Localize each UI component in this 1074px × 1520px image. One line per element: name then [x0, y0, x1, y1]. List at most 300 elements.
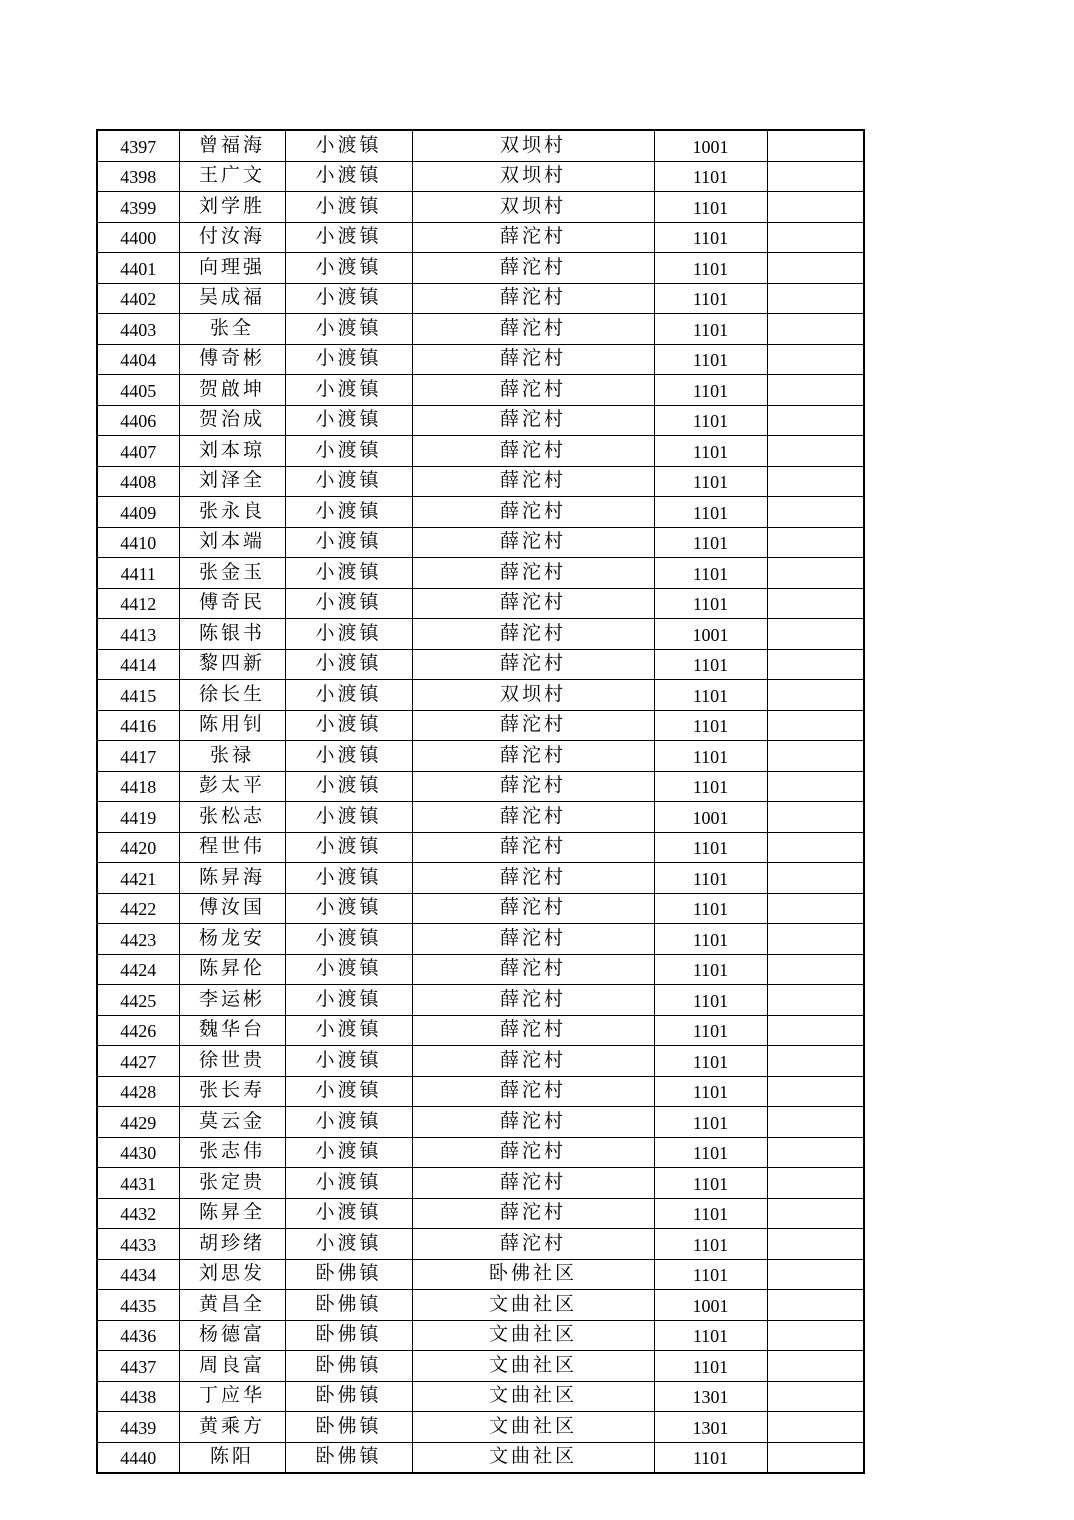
cell-town: 小渡镇: [285, 527, 412, 558]
cell-town: 卧佛镇: [285, 1351, 412, 1382]
cell-village: 薛沱村: [412, 741, 654, 772]
table-row: [97, 375, 864, 406]
cell-id: 4415: [97, 680, 179, 711]
cell-town: 小渡镇: [285, 802, 412, 833]
cell-id: 4418: [97, 771, 179, 802]
cell-code: 1101: [654, 161, 767, 192]
cell-note: [767, 1381, 864, 1412]
cell-village: 薛沱村: [412, 558, 654, 589]
cell-id: 4433: [97, 1229, 179, 1260]
cell-code: 1101: [654, 771, 767, 802]
cell-town: 小渡镇: [285, 344, 412, 375]
cell-name: 陈昇伦: [179, 954, 285, 985]
cell-town: 小渡镇: [285, 375, 412, 406]
cell-code: 1101: [654, 954, 767, 985]
cell-code: 1101: [654, 924, 767, 955]
cell-note: [767, 130, 864, 161]
cell-name: 付汝海: [179, 222, 285, 253]
cell-town: 小渡镇: [285, 619, 412, 650]
cell-id: 4417: [97, 741, 179, 772]
table-row: [97, 924, 864, 955]
cell-id: 4409: [97, 497, 179, 528]
cell-town: 卧佛镇: [285, 1259, 412, 1290]
cell-town: 小渡镇: [285, 1015, 412, 1046]
cell-code: 1101: [654, 1351, 767, 1382]
cell-id: 4432: [97, 1198, 179, 1229]
cell-town: 小渡镇: [285, 314, 412, 345]
cell-name: 陈银书: [179, 619, 285, 650]
cell-village: 薛沱村: [412, 283, 654, 314]
cell-name: 张定贵: [179, 1168, 285, 1199]
cell-code: 1101: [654, 863, 767, 894]
cell-code: 1101: [654, 375, 767, 406]
cell-id: 4420: [97, 832, 179, 863]
cell-town: 小渡镇: [285, 1107, 412, 1138]
cell-note: [767, 771, 864, 802]
cell-id: 4423: [97, 924, 179, 955]
cell-village: 文曲社区: [412, 1381, 654, 1412]
cell-village: 薛沱村: [412, 863, 654, 894]
table-row: [97, 649, 864, 680]
table-row: [97, 130, 864, 161]
cell-id: 4402: [97, 283, 179, 314]
cell-code: 1101: [654, 680, 767, 711]
table-row: [97, 1046, 864, 1077]
cell-note: [767, 253, 864, 284]
cell-name: 魏华台: [179, 1015, 285, 1046]
cell-note: [767, 954, 864, 985]
cell-village: 薛沱村: [412, 497, 654, 528]
cell-note: [767, 649, 864, 680]
cell-name: 彭太平: [179, 771, 285, 802]
cell-code: 1101: [654, 1015, 767, 1046]
cell-village: 薛沱村: [412, 588, 654, 619]
cell-code: 1101: [654, 1137, 767, 1168]
cell-village: 卧佛社区: [412, 1259, 654, 1290]
table-row: [97, 1107, 864, 1138]
cell-name: 李运彬: [179, 985, 285, 1016]
cell-village: 薛沱村: [412, 832, 654, 863]
cell-note: [767, 161, 864, 192]
cell-village: 薛沱村: [412, 619, 654, 650]
cell-village: 薛沱村: [412, 924, 654, 955]
cell-village: 文曲社区: [412, 1412, 654, 1443]
cell-code: 1101: [654, 1107, 767, 1138]
cell-name: 王广文: [179, 161, 285, 192]
cell-name: 刘思发: [179, 1259, 285, 1290]
cell-id: 4425: [97, 985, 179, 1016]
table-row: [97, 222, 864, 253]
cell-code: 1101: [654, 1168, 767, 1199]
cell-note: [767, 680, 864, 711]
cell-name: 徐长生: [179, 680, 285, 711]
data-table-container: [96, 129, 865, 1474]
cell-code: 1001: [654, 1290, 767, 1321]
cell-name: 陈阳: [179, 1442, 285, 1473]
cell-code: 1301: [654, 1381, 767, 1412]
cell-village: 薛沱村: [412, 1076, 654, 1107]
cell-town: 小渡镇: [285, 832, 412, 863]
cell-note: [767, 1107, 864, 1138]
cell-name: 杨德富: [179, 1320, 285, 1351]
cell-town: 小渡镇: [285, 222, 412, 253]
cell-note: [767, 710, 864, 741]
cell-id: 4416: [97, 710, 179, 741]
cell-town: 小渡镇: [285, 466, 412, 497]
cell-name: 程世伟: [179, 832, 285, 863]
cell-id: 4410: [97, 527, 179, 558]
cell-town: 小渡镇: [285, 893, 412, 924]
cell-code: 1101: [654, 1442, 767, 1473]
table-row: [97, 771, 864, 802]
cell-id: 4398: [97, 161, 179, 192]
cell-town: 小渡镇: [285, 710, 412, 741]
cell-town: 小渡镇: [285, 253, 412, 284]
table-row: [97, 832, 864, 863]
cell-village: 薛沱村: [412, 649, 654, 680]
table-row: [97, 161, 864, 192]
table-row: [97, 1076, 864, 1107]
cell-village: 薛沱村: [412, 1229, 654, 1260]
cell-town: 小渡镇: [285, 985, 412, 1016]
cell-name: 陈昇海: [179, 863, 285, 894]
cell-note: [767, 1076, 864, 1107]
table-row: [97, 1320, 864, 1351]
cell-note: [767, 619, 864, 650]
cell-code: 1101: [654, 314, 767, 345]
cell-note: [767, 192, 864, 223]
cell-code: 1101: [654, 741, 767, 772]
cell-code: 1101: [654, 1198, 767, 1229]
cell-name: 刘本琼: [179, 436, 285, 467]
cell-town: 小渡镇: [285, 741, 412, 772]
cell-town: 小渡镇: [285, 192, 412, 223]
cell-village: 薛沱村: [412, 1107, 654, 1138]
cell-town: 小渡镇: [285, 680, 412, 711]
cell-code: 1101: [654, 985, 767, 1016]
cell-village: 薛沱村: [412, 527, 654, 558]
cell-code: 1101: [654, 1046, 767, 1077]
cell-id: 4404: [97, 344, 179, 375]
cell-note: [767, 802, 864, 833]
cell-town: 小渡镇: [285, 1198, 412, 1229]
cell-village: 双坝村: [412, 192, 654, 223]
cell-id: 4438: [97, 1381, 179, 1412]
cell-name: 贺治成: [179, 405, 285, 436]
cell-note: [767, 527, 864, 558]
cell-id: 4399: [97, 192, 179, 223]
cell-id: 4400: [97, 222, 179, 253]
cell-note: [767, 1229, 864, 1260]
table-row: [97, 558, 864, 589]
cell-code: 1101: [654, 649, 767, 680]
cell-note: [767, 1046, 864, 1077]
cell-note: [767, 1320, 864, 1351]
cell-id: 4405: [97, 375, 179, 406]
cell-id: 4403: [97, 314, 179, 345]
cell-note: [767, 924, 864, 955]
cell-name: 吴成福: [179, 283, 285, 314]
cell-code: 1101: [654, 1229, 767, 1260]
cell-village: 薛沱村: [412, 1046, 654, 1077]
cell-note: [767, 1198, 864, 1229]
cell-note: [767, 588, 864, 619]
table-row: [97, 1290, 864, 1321]
cell-village: 薛沱村: [412, 222, 654, 253]
table-row: [97, 192, 864, 223]
cell-id: 4408: [97, 466, 179, 497]
cell-town: 小渡镇: [285, 1168, 412, 1199]
table-row: [97, 436, 864, 467]
cell-town: 卧佛镇: [285, 1320, 412, 1351]
cell-village: 薛沱村: [412, 893, 654, 924]
cell-name: 张长寿: [179, 1076, 285, 1107]
cell-note: [767, 741, 864, 772]
cell-name: 张禄: [179, 741, 285, 772]
cell-note: [767, 497, 864, 528]
cell-code: 1101: [654, 1320, 767, 1351]
cell-name: 陈用钊: [179, 710, 285, 741]
cell-town: 小渡镇: [285, 283, 412, 314]
cell-id: 4413: [97, 619, 179, 650]
cell-town: 小渡镇: [285, 863, 412, 894]
cell-village: 薛沱村: [412, 985, 654, 1016]
table-row: [97, 1015, 864, 1046]
cell-name: 黎四新: [179, 649, 285, 680]
table-row: [97, 680, 864, 711]
table-row: [97, 1168, 864, 1199]
cell-village: 薛沱村: [412, 466, 654, 497]
table-row: [97, 283, 864, 314]
table-row: [97, 985, 864, 1016]
cell-name: 傅奇彬: [179, 344, 285, 375]
cell-code: 1101: [654, 527, 767, 558]
cell-note: [767, 1351, 864, 1382]
cell-name: 贺啟坤: [179, 375, 285, 406]
cell-note: [767, 1015, 864, 1046]
cell-id: 4421: [97, 863, 179, 894]
cell-name: 黄乘方: [179, 1412, 285, 1443]
cell-id: 4440: [97, 1442, 179, 1473]
cell-village: 薛沱村: [412, 771, 654, 802]
table-row: [97, 1412, 864, 1443]
cell-name: 张志伟: [179, 1137, 285, 1168]
cell-village: 薛沱村: [412, 954, 654, 985]
cell-id: 4439: [97, 1412, 179, 1443]
cell-village: 双坝村: [412, 130, 654, 161]
cell-village: 薛沱村: [412, 1198, 654, 1229]
cell-town: 小渡镇: [285, 649, 412, 680]
cell-town: 卧佛镇: [285, 1290, 412, 1321]
cell-id: 4419: [97, 802, 179, 833]
cell-town: 小渡镇: [285, 1137, 412, 1168]
cell-id: 4431: [97, 1168, 179, 1199]
cell-id: 4434: [97, 1259, 179, 1290]
cell-code: 1101: [654, 466, 767, 497]
table-row: [97, 619, 864, 650]
cell-note: [767, 222, 864, 253]
cell-town: 小渡镇: [285, 405, 412, 436]
cell-name: 傅汝国: [179, 893, 285, 924]
cell-id: 4406: [97, 405, 179, 436]
cell-town: 小渡镇: [285, 924, 412, 955]
table-row: [97, 1442, 864, 1473]
cell-id: 4427: [97, 1046, 179, 1077]
cell-village: 文曲社区: [412, 1351, 654, 1382]
cell-village: 文曲社区: [412, 1442, 654, 1473]
table-row: [97, 1137, 864, 1168]
cell-town: 小渡镇: [285, 771, 412, 802]
cell-code: 1001: [654, 802, 767, 833]
table-row: [97, 588, 864, 619]
table-row: [97, 1229, 864, 1260]
cell-town: 小渡镇: [285, 954, 412, 985]
cell-town: 小渡镇: [285, 558, 412, 589]
cell-village: 薛沱村: [412, 375, 654, 406]
cell-code: 1101: [654, 222, 767, 253]
cell-village: 薛沱村: [412, 1168, 654, 1199]
cell-village: 文曲社区: [412, 1320, 654, 1351]
cell-note: [767, 1442, 864, 1473]
cell-code: 1101: [654, 283, 767, 314]
cell-town: 小渡镇: [285, 497, 412, 528]
table-row: [97, 314, 864, 345]
cell-village: 薛沱村: [412, 436, 654, 467]
cell-id: 4430: [97, 1137, 179, 1168]
cell-code: 1101: [654, 588, 767, 619]
cell-id: 4401: [97, 253, 179, 284]
cell-name: 张全: [179, 314, 285, 345]
cell-note: [767, 1168, 864, 1199]
cell-id: 4424: [97, 954, 179, 985]
cell-name: 黄昌全: [179, 1290, 285, 1321]
cell-code: 1001: [654, 619, 767, 650]
table-row: [97, 710, 864, 741]
cell-name: 刘泽全: [179, 466, 285, 497]
cell-code: 1001: [654, 130, 767, 161]
cell-note: [767, 314, 864, 345]
cell-name: 张松志: [179, 802, 285, 833]
cell-name: 刘学胜: [179, 192, 285, 223]
cell-note: [767, 375, 864, 406]
cell-code: 1101: [654, 893, 767, 924]
table-row: [97, 741, 864, 772]
cell-code: 1301: [654, 1412, 767, 1443]
cell-village: 薛沱村: [412, 314, 654, 345]
cell-id: 4426: [97, 1015, 179, 1046]
cell-name: 曾福海: [179, 130, 285, 161]
cell-code: 1101: [654, 832, 767, 863]
cell-note: [767, 283, 864, 314]
cell-name: 徐世贵: [179, 1046, 285, 1077]
cell-name: 周良富: [179, 1351, 285, 1382]
cell-code: 1101: [654, 192, 767, 223]
cell-code: 1101: [654, 344, 767, 375]
table-row: [97, 405, 864, 436]
cell-village: 薛沱村: [412, 802, 654, 833]
table-row: [97, 1351, 864, 1382]
cell-town: 小渡镇: [285, 1229, 412, 1260]
table-row: [97, 497, 864, 528]
table-row: [97, 527, 864, 558]
cell-id: 4412: [97, 588, 179, 619]
cell-id: 4411: [97, 558, 179, 589]
cell-note: [767, 832, 864, 863]
cell-note: [767, 466, 864, 497]
cell-id: 4436: [97, 1320, 179, 1351]
cell-code: 1101: [654, 253, 767, 284]
cell-town: 小渡镇: [285, 161, 412, 192]
cell-village: 薛沱村: [412, 1137, 654, 1168]
table-body: [97, 130, 864, 1473]
cell-note: [767, 405, 864, 436]
cell-code: 1101: [654, 405, 767, 436]
cell-note: [767, 893, 864, 924]
cell-village: 薛沱村: [412, 344, 654, 375]
cell-note: [767, 558, 864, 589]
cell-code: 1101: [654, 497, 767, 528]
cell-village: 薛沱村: [412, 1015, 654, 1046]
cell-town: 小渡镇: [285, 1046, 412, 1077]
cell-code: 1101: [654, 710, 767, 741]
cell-village: 文曲社区: [412, 1290, 654, 1321]
table-row: [97, 863, 864, 894]
data-table: [96, 129, 865, 1474]
cell-name: 刘本端: [179, 527, 285, 558]
cell-id: 4429: [97, 1107, 179, 1138]
cell-name: 丁应华: [179, 1381, 285, 1412]
cell-name: 陈昇全: [179, 1198, 285, 1229]
table-row: [97, 954, 864, 985]
table-row: [97, 466, 864, 497]
cell-code: 1101: [654, 1259, 767, 1290]
cell-name: 杨龙安: [179, 924, 285, 955]
cell-note: [767, 1290, 864, 1321]
cell-name: 胡珍绪: [179, 1229, 285, 1260]
table-row: [97, 1259, 864, 1290]
cell-note: [767, 1412, 864, 1443]
cell-town: 小渡镇: [285, 130, 412, 161]
cell-name: 向理强: [179, 253, 285, 284]
cell-id: 4414: [97, 649, 179, 680]
cell-name: 张永良: [179, 497, 285, 528]
cell-town: 小渡镇: [285, 1076, 412, 1107]
table-row: [97, 893, 864, 924]
cell-village: 薛沱村: [412, 253, 654, 284]
cell-town: 卧佛镇: [285, 1381, 412, 1412]
cell-name: 张金玉: [179, 558, 285, 589]
table-row: [97, 802, 864, 833]
cell-id: 4422: [97, 893, 179, 924]
cell-note: [767, 1137, 864, 1168]
cell-id: 4407: [97, 436, 179, 467]
cell-town: 卧佛镇: [285, 1412, 412, 1443]
table-row: [97, 344, 864, 375]
cell-id: 4428: [97, 1076, 179, 1107]
cell-village: 薛沱村: [412, 710, 654, 741]
cell-village: 双坝村: [412, 161, 654, 192]
cell-note: [767, 1259, 864, 1290]
cell-village: 薛沱村: [412, 405, 654, 436]
table-row: [97, 253, 864, 284]
cell-code: 1101: [654, 558, 767, 589]
cell-note: [767, 344, 864, 375]
cell-id: 4397: [97, 130, 179, 161]
cell-id: 4437: [97, 1351, 179, 1382]
cell-note: [767, 436, 864, 467]
cell-town: 小渡镇: [285, 436, 412, 467]
cell-town: 小渡镇: [285, 588, 412, 619]
